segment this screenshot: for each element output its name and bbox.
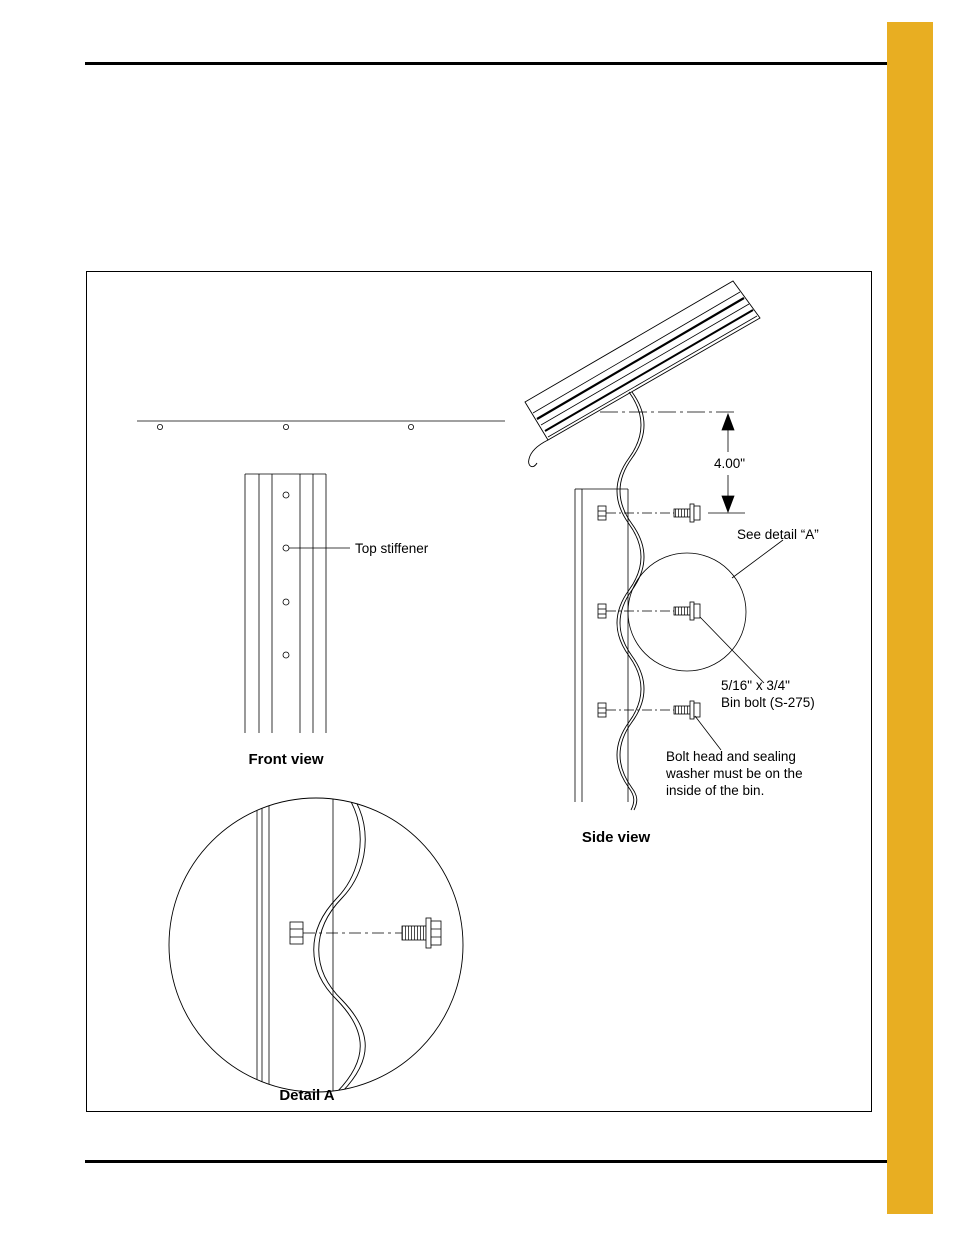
note-leader <box>695 716 721 750</box>
bolt-hole <box>283 545 289 551</box>
bin-wall-corrugation <box>617 392 644 810</box>
detail-leader <box>732 540 783 578</box>
bolt-hole <box>283 652 289 658</box>
detail-a-caption: Detail A <box>279 1087 335 1104</box>
top-edge-view <box>137 421 505 430</box>
hole-marker <box>408 424 413 429</box>
hole-marker <box>283 424 288 429</box>
bolt-leader <box>700 617 764 683</box>
bolt-size-label: 5/16" x 3/4" <box>721 678 790 693</box>
roof-panel <box>525 281 760 467</box>
detail-a-enlargement <box>169 780 463 1110</box>
top-stiffener-label: Top stiffener <box>355 541 429 556</box>
bolt-hole <box>283 492 289 498</box>
hole-marker <box>157 424 162 429</box>
bolt-note-line-3: inside of the bin. <box>666 783 765 798</box>
front-view-caption: Front view <box>248 751 324 768</box>
nuts <box>598 506 606 717</box>
bolt-hole <box>283 599 289 605</box>
bolt-note-line-1: Bolt head and sealing <box>666 749 796 764</box>
bolt-part-label: Bin bolt (S-275) <box>721 695 815 710</box>
bin-bolts <box>674 504 700 719</box>
side-view-caption: Side view <box>581 829 651 846</box>
dimension-label: 4.00" <box>714 456 746 471</box>
bolt-note-line-2: washer must be on the <box>666 766 803 781</box>
see-detail-label: See detail “A” <box>737 527 819 542</box>
front-view-stiffener <box>245 474 350 733</box>
